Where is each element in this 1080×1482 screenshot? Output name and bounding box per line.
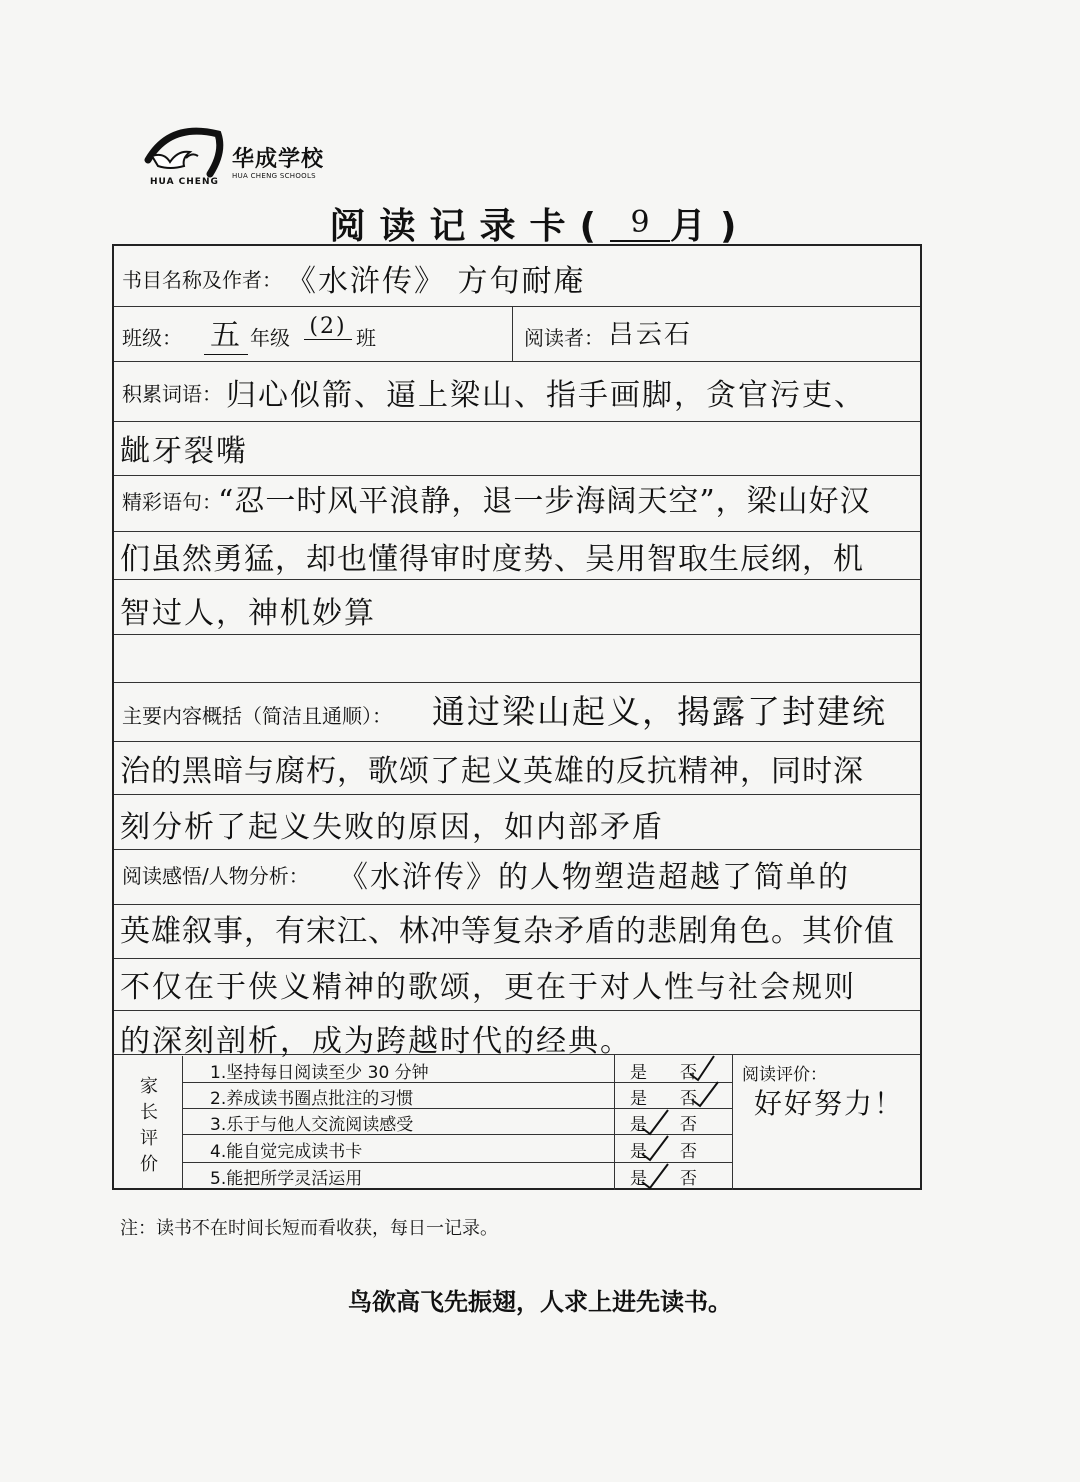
quotes-label: 精彩语句： [122, 490, 222, 514]
eval-yes: 是 [630, 1115, 647, 1135]
eval-no: 否 [680, 1089, 697, 1109]
school-name: 华成学校 [232, 147, 325, 172]
eval-yes: 是 [630, 1142, 647, 1162]
eval-item: 1.坚持每日阅读至少 30 分钟 [210, 1063, 429, 1083]
footnote: 注：读书不在时间长短而看收获，每日一记录。 [120, 1218, 498, 1239]
eval-yes: 是 [630, 1063, 647, 1083]
school-name-en: HUA CHENG SCHOOLS [232, 172, 316, 180]
row-divider [114, 306, 920, 307]
eval-yes: 是 [630, 1089, 647, 1109]
row-divider [114, 849, 920, 850]
row-divider [114, 361, 920, 362]
vocab-line-2: 龇牙裂嘴 [120, 434, 248, 469]
book-label: 书目名称及作者： [122, 268, 282, 292]
row-divider [114, 634, 920, 635]
quotes-line-1: “忍一时风平浪静，退一步海阔天空”，梁山好汉 [218, 484, 871, 519]
class-suffix: 班 [356, 326, 376, 350]
row-divider [114, 421, 920, 422]
eval-no: 否 [680, 1169, 697, 1189]
row-divider [114, 741, 920, 742]
grade-label: 年级 [250, 326, 290, 350]
eval-item: 5.能把所学灵活运用 [210, 1169, 363, 1189]
book-value: 《水浒传》 方句耐庵 [286, 264, 586, 299]
check-mark-icon [642, 1110, 668, 1134]
class-label: 班级： [122, 326, 182, 350]
check-mark-icon [642, 1136, 668, 1160]
reflection-line-4: 的深刻剖析，成为跨越时代的经典。 [120, 1024, 632, 1059]
summary-line-3: 刻分析了起义失败的原因，如内部矛盾 [120, 810, 664, 845]
row-divider [114, 682, 920, 683]
parent-side-char: 长 [140, 1102, 158, 1123]
summary-label: 主要内容概括（简洁且通顺）： [122, 704, 392, 728]
row-divider [114, 579, 920, 580]
reflection-line-2: 英雄叙事，有宋江、林冲等复杂矛盾的悲剧角色。其价值 [120, 914, 895, 949]
row-divider [114, 904, 920, 905]
column-divider [512, 306, 513, 361]
reflection-line-3: 不仅在于侠义精神的歌颂，更在于对人性与社会规则 [120, 970, 856, 1005]
page-title [0, 198, 1080, 249]
grade-value: 五 [204, 310, 248, 355]
motto: 鸟欲高飞先振翅，人求上进先读书。 [348, 1288, 732, 1316]
quotes-line-2: 们虽然勇猛，却也懂得审时度势、吴用智取生辰纲，机 [120, 542, 864, 577]
vocab-label: 积累词语： [122, 382, 222, 406]
parent-side-char: 价 [140, 1154, 158, 1175]
reflection-line-1: 《水浒传》的人物塑造超越了简单的 [338, 860, 850, 895]
logo-text: HUA CHENG [150, 177, 219, 187]
dove-logo-icon [140, 122, 230, 182]
parent-eval-side [114, 1056, 183, 1190]
row-divider [114, 794, 920, 795]
eval-no: 否 [680, 1142, 697, 1162]
check-mark-icon [690, 1056, 714, 1080]
class-number: (2) [304, 314, 352, 340]
eval-yes: 是 [630, 1169, 647, 1189]
eval-item: 2.养成读书圈点批注的习惯 [210, 1089, 414, 1109]
reflection-label: 阅读感悟/人物分析： [122, 864, 309, 888]
reading-record-card [112, 244, 922, 1190]
eval-no: 否 [680, 1063, 697, 1083]
school-logo [140, 122, 330, 190]
row-divider [114, 531, 920, 532]
month-field: 9 [610, 205, 670, 242]
check-marks [614, 1054, 732, 1190]
comment-value: 好好努力！ [754, 1087, 905, 1120]
eval-no: 否 [680, 1115, 697, 1135]
summary-line-2: 治的黑暗与腐朽，歌颂了起义英雄的反抗精神，同时深 [120, 754, 864, 789]
row-divider [114, 1010, 920, 1011]
row-divider [114, 958, 920, 959]
parent-side-char: 家 [140, 1076, 158, 1097]
check-mark-icon [692, 1082, 718, 1106]
vocab-line-1: 归心似箭、逼上梁山、指手画脚，贪官污吏、 [226, 378, 866, 413]
title-text: 阅读记录卡( [329, 206, 610, 247]
parent-side-char: 评 [140, 1128, 158, 1149]
check-mark-icon [642, 1164, 668, 1188]
summary-line-1: 通过梁山起义，揭露了封建统 [432, 692, 887, 731]
eval-item: 3.乐于与他人交流阅读感受 [210, 1115, 414, 1135]
eval-column-divider [732, 1054, 733, 1190]
reader-value: 吕云石 [608, 320, 693, 350]
title-suffix: 月) [670, 206, 751, 247]
quotes-line-3: 智过人，神机妙算 [120, 596, 376, 631]
reader-label: 阅读者： [524, 326, 604, 350]
comment-label: 阅读评价： [742, 1065, 827, 1085]
eval-item: 4.能自觉完成读书卡 [210, 1142, 363, 1162]
